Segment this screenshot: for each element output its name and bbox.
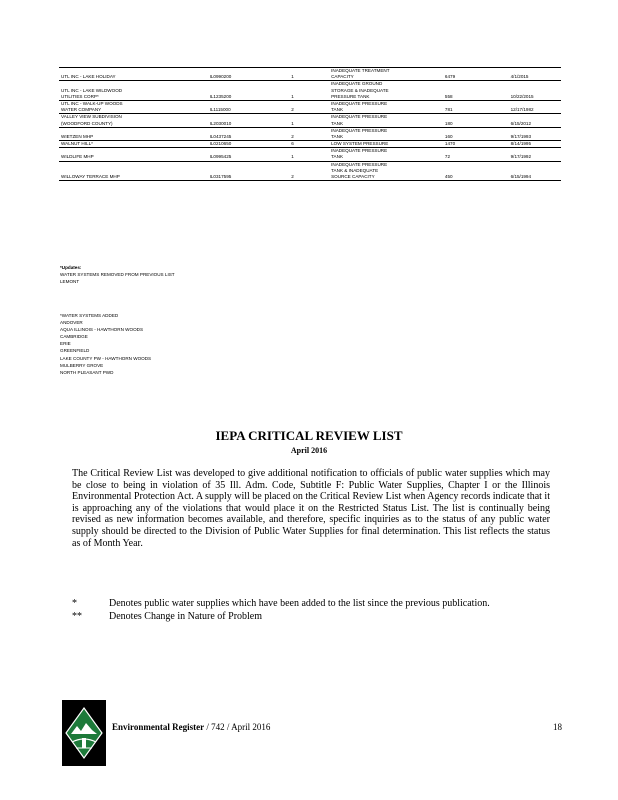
iepa-logo-icon xyxy=(62,700,106,766)
notes-list xyxy=(72,598,550,624)
spacer-cell xyxy=(306,114,329,127)
system-name-cell: UTL INC - LAKE WILDWOOD UTILITIES CORP* xyxy=(59,81,208,101)
removed-heading: WATER SYSTEMS REMOVED FROM PREVIOUS LIST xyxy=(60,272,175,278)
note-symbol: * xyxy=(72,598,77,609)
system-name-cell: UTL INC - WALK-UP WOODS WATER COMPANY xyxy=(59,100,208,113)
footer-text xyxy=(112,722,270,732)
population-cell: 72 xyxy=(443,148,509,161)
intro-paragraph: The Critical Review List was developed to give additional notification to officials of public water supplies which may be close to being in violation of 35 Ill. Adm. Code, Subtitle F: Public Water Supplies, Chapter I or the Illinois Environmental Protection Act. A supply will be placed on the Critical Review List when Agency records indicate that it is approaching any of the violations that would place it on the Restricted Status List. The list is continually being revised as new information becomes available, and therefore, specific inquiries as to the status of any public water supply should be directed to the Division of Public Water Supplies for final determination. This list reflects the status as of Month Year. xyxy=(72,468,550,549)
system-name-cell: VALLEY VIEW SUBDIVISION (WOODFORD COUNTY) xyxy=(59,114,208,127)
table-row xyxy=(59,68,561,81)
added-item: AQUA ILLINOIS - HAWTHORN WOODS xyxy=(60,327,144,333)
population-cell: 180 xyxy=(443,114,509,127)
region-cell: 2 xyxy=(279,127,307,140)
added-item: CAMBRIDGE xyxy=(60,334,88,340)
added-item: MULBERRY GROVE xyxy=(60,362,104,368)
spacer-cell xyxy=(306,81,329,101)
region-cell: 1 xyxy=(279,148,307,161)
population-cell: 450 xyxy=(443,161,509,181)
added-item: ERIE xyxy=(60,341,71,347)
problem-cell: INADEQUATE TREATMENT CAPACITY xyxy=(329,68,443,81)
table-row xyxy=(59,114,561,127)
table-row xyxy=(59,81,561,101)
problem-cell: INADEQUATE PRESSURE TANK xyxy=(329,114,443,127)
problem-cell: INADEQUATE PRESSURE TANK xyxy=(329,127,443,140)
table-row xyxy=(59,148,561,161)
page-footer xyxy=(62,700,562,766)
region-cell: 1 xyxy=(279,81,307,101)
date-cell: 6/15/2012 xyxy=(509,114,561,127)
table-row xyxy=(59,161,561,181)
date-cell: 8/14/1995 xyxy=(509,141,561,148)
added-item: ANDOVER xyxy=(60,320,83,326)
note-symbol: ** xyxy=(72,611,82,623)
date-cell: 12/17/1982 xyxy=(509,100,561,113)
note-item xyxy=(72,611,550,622)
register-name: Environmental Register xyxy=(112,722,205,732)
table-row xyxy=(59,127,561,140)
population-cell: 781 xyxy=(443,100,509,113)
facility-id-cell: IL0995425 xyxy=(208,148,279,161)
date-cell: 9/17/1992 xyxy=(509,148,561,161)
spacer-cell xyxy=(306,127,329,140)
problem-cell: LOW SYSTEM PRESSURE xyxy=(329,141,443,148)
region-cell: 6 xyxy=(279,141,307,148)
system-name-cell: WILLOWAY TERRACE MHP xyxy=(59,161,208,181)
register-details: / 742 / April 2016 xyxy=(204,722,271,732)
page-number: 18 xyxy=(553,722,562,732)
date-cell: 6/15/1994 xyxy=(509,161,561,181)
system-name-cell: WIETZEN MHP xyxy=(59,127,208,140)
population-cell: 6479 xyxy=(443,68,509,81)
region-cell: 2 xyxy=(279,161,307,181)
date-cell: 4/1/2015 xyxy=(509,68,561,81)
facility-id-cell: IL2030010 xyxy=(208,114,279,127)
region-cell: 1 xyxy=(279,68,307,81)
added-item: LAKE COUNTY PW - HAWTHORN WOODS xyxy=(60,355,152,361)
page-title: IEPA CRITICAL REVIEW LIST xyxy=(215,428,403,443)
population-cell: 160 xyxy=(443,127,509,140)
date-cell: 10/22/2015 xyxy=(509,81,561,101)
facility-id-cell: IL1115000 xyxy=(208,100,279,113)
facility-id-cell: IL0990200 xyxy=(208,68,279,81)
region-cell: 1 xyxy=(279,114,307,127)
removed-item: LEMONT xyxy=(60,279,80,285)
added-heading: *WATER SYSTEMS ADDED xyxy=(60,313,119,318)
added-item: NORTH PLEASANT PWD xyxy=(60,369,114,375)
removed-systems-section xyxy=(60,264,175,285)
system-name-cell: WALNUT HILL* xyxy=(59,141,208,148)
critical-review-table xyxy=(59,67,561,181)
system-name-cell: WILDLIFE MHP xyxy=(59,148,208,161)
updates-heading: *Updates: xyxy=(60,265,82,270)
page-subtitle: April 2016 xyxy=(290,446,328,455)
table-row xyxy=(59,100,561,113)
note-text: Denotes Change in Nature of Problem xyxy=(109,611,263,623)
problem-cell: INADEQUATE PRESSURE TANK & INADEQUATE SOURCE CAPACITY xyxy=(329,161,443,181)
region-cell: 2 xyxy=(279,100,307,113)
note-item xyxy=(72,598,550,609)
facility-id-cell: IL0210650 xyxy=(208,141,279,148)
facility-id-cell: IL1235200 xyxy=(208,81,279,101)
facility-id-cell: IL0437245 xyxy=(208,127,279,140)
spacer-cell xyxy=(306,148,329,161)
table-row xyxy=(59,141,561,148)
population-cell: 558 xyxy=(443,81,509,101)
added-systems-section xyxy=(60,312,151,376)
problem-cell: INADEQUATE PRESSURE TANK xyxy=(329,148,443,161)
system-name-cell: UTL INC - LAKE HOLIDAY xyxy=(59,68,208,81)
population-cell: 1470 xyxy=(443,141,509,148)
spacer-cell xyxy=(306,141,329,148)
problem-cell: INADEQUATE GROUND STORAGE & INADEQUATE PRESSURE TANK xyxy=(329,81,443,101)
spacer-cell xyxy=(306,68,329,81)
facility-id-cell: IL0317595 xyxy=(208,161,279,181)
spacer-cell xyxy=(306,161,329,181)
date-cell: 9/17/1993 xyxy=(509,127,561,140)
problem-cell: INADEQUATE PRESSURE TANK xyxy=(329,100,443,113)
added-item: GREENFIELD xyxy=(60,348,90,354)
spacer-cell xyxy=(306,100,329,113)
note-text: Denotes public water supplies which have been added to the list since the previous publication. xyxy=(109,598,490,609)
